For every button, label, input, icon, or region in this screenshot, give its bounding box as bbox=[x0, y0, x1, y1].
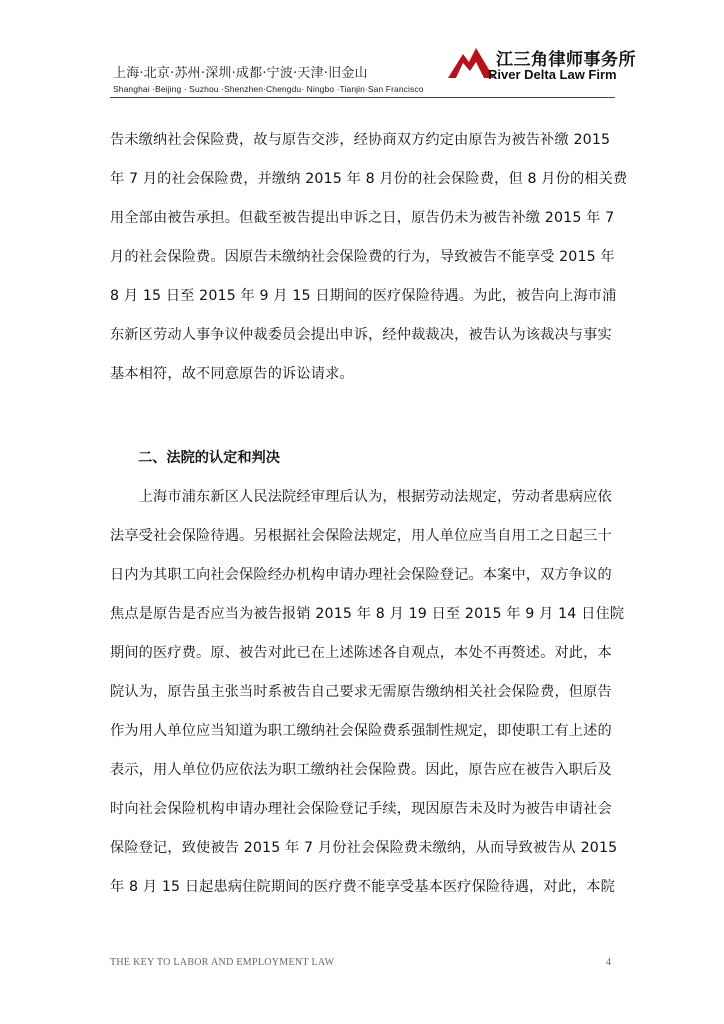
paragraph1-line: 基本相符，故不同意原告的诉讼请求。 bbox=[110, 366, 354, 382]
section-heading: 二、法院的认定和判决 bbox=[138, 450, 280, 466]
paragraph2-line: 保险登记，致使被告 2015 年 7 月份社会保险费未缴纳，从而导致被告从 2015 bbox=[110, 840, 618, 856]
page-number: 4 bbox=[606, 957, 611, 968]
paragraph1-line: 月的社会保险费。因原告未缴纳社会保险费的行为，导致被告不能享受 2015 年 bbox=[110, 249, 615, 265]
firm-name-en: River Delta Law Firm bbox=[488, 67, 617, 82]
paragraph2-line: 作为用人单位应当知道为职工缴纳社会保险费系强制性规定，即使职工有上述的 bbox=[110, 723, 612, 739]
firm-name-cn: 江三角律师事务所 bbox=[496, 50, 636, 70]
paragraph2-line: 期间的医疗费。原、被告对此已在上述陈述各自观点，本处不再赘述。对此，本 bbox=[110, 645, 612, 661]
paragraph2-line: 院认为，原告虽主张当时系被告自己要求无需原告缴纳相关社会保险费，但原告 bbox=[110, 684, 612, 700]
paragraph2-line: 时向社会保险机构申请办理社会保险登记手续，现因原告未及时为被告申请社会 bbox=[110, 801, 612, 817]
paragraph2-line: 法享受社会保险待遇。另根据社会保险法规定，用人单位应当自用工之日起三十 bbox=[110, 528, 612, 544]
paragraph1-line: 用全部由被告承担。但截至被告提出申诉之日，原告仍未为被告补缴 2015 年 7 bbox=[110, 210, 615, 226]
paragraph2-line: 年 8 月 15 日起患病住院期间的医疗费不能享受基本医疗保险待遇，对此，本院 bbox=[110, 879, 615, 895]
paragraph1-line: 东新区劳动人事争议仲裁委员会提出申诉，经仲裁裁决，被告认为该裁决与事实 bbox=[110, 327, 612, 343]
paragraph1-line: 告未缴纳社会保险费，故与原告交涉，经协商双方约定由原告为被告补缴 2015 bbox=[110, 132, 611, 148]
paragraph2-line: 表示，用人单位仍应依法为职工缴纳社会保险费。因此，原告应在被告入职后及 bbox=[110, 762, 612, 778]
header-cities-en: Shanghai ·Beijing · Suzhou ·Shenzhen·Chengdu· Ningbo ·Tianjin·San Francisco bbox=[113, 84, 424, 94]
paragraph2-line: 日内为其职工向社会保险经办机构申请办理社会保险登记。本案中，双方争议的 bbox=[110, 567, 612, 583]
header-cities-cn: 上海·北京·苏州·深圳·成都·宁波·天津·旧金山 bbox=[113, 66, 368, 81]
footer-title: THE KEY TO LABOR AND EMPLOYMENT LAW bbox=[110, 957, 335, 968]
paragraph1-line: 年 7 月的社会保险费，并缴纳 2015 年 8 月份的社会保险费，但 8 月份的相关费 bbox=[110, 171, 628, 187]
paragraph1-line: 8 月 15 日至 2015 年 9 月 15 日期间的医疗保险待遇。为此，被告向上海市浦 bbox=[110, 288, 617, 304]
paragraph2-line: 上海市浦东新区人民法院经审理后认为，根据劳动法规定，劳动者患病应依 bbox=[110, 489, 612, 505]
header-divider bbox=[110, 97, 615, 98]
paragraph2-line: 焦点是原告是否应当为被告报销 2015 年 8 月 19 日至 2015 年 9 月 14 日住院 bbox=[110, 606, 625, 622]
